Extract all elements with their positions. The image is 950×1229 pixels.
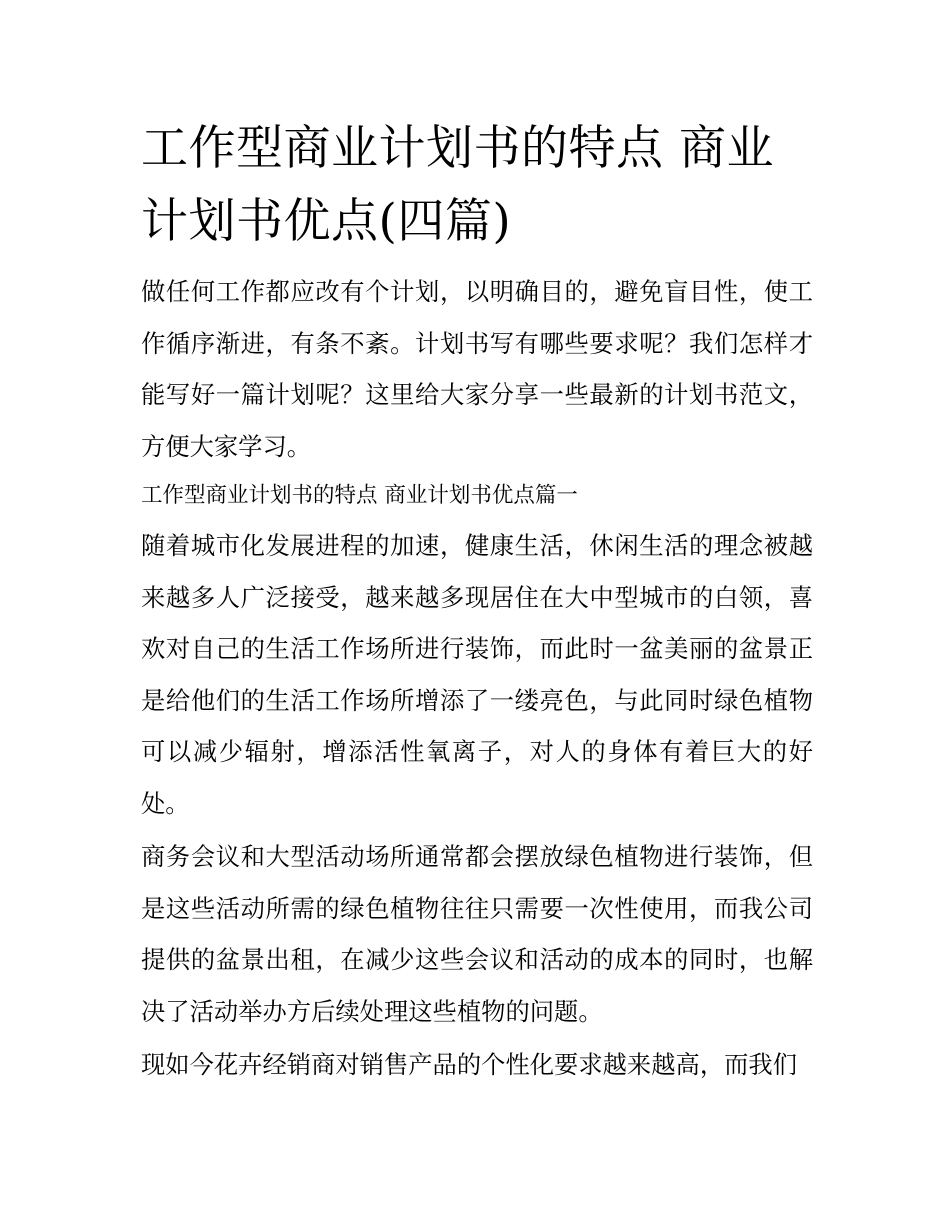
document-title: 工作型商业计划书的特点 商业计划书优点(四篇) bbox=[141, 121, 774, 249]
section-heading: 工作型商业计划书的特点 商业计划书优点篇一 bbox=[141, 483, 578, 508]
intro-paragraph: 做任何工作都应改有个计划，以明确目的，避免盲目性，使工作循序渐进，有条不紊。计划书写有哪些要求呢？我们怎样才能写好一篇计划呢？这里给大家分享一些最新的计划书范文，方便大家学习。 bbox=[141, 277, 813, 461]
body-paragraph-3: 现如今花卉经销商对销售产品的个性化要求越来越高，而我们 bbox=[141, 1050, 798, 1079]
body-paragraph-1: 随着城市化发展进程的加速，健康生活，休闲生活的理念被越来越多人广泛接受，越来越多现居住在大中型城市的白领，喜欢对自己的生活工作场所进行装饰，而此时一盆美丽的盆景正是给他们的生活工作场所增添了一缕亮色，与此同时绿色植物可以减少辐射，增添活性氧离子，对人的身体有着巨大的好处。 bbox=[141, 531, 813, 818]
document-page bbox=[141, 112, 813, 1093]
body-paragraph-2: 商务会议和大型活动场所通常都会摆放绿色植物进行装饰，但是这些活动所需的绿色植物往往只需要一次性使用，而我公司提供的盆景出租，在减少这些会议和活动的成本的同时，也解决了活动举办方后续处理这些植物的问题。 bbox=[141, 842, 813, 1026]
